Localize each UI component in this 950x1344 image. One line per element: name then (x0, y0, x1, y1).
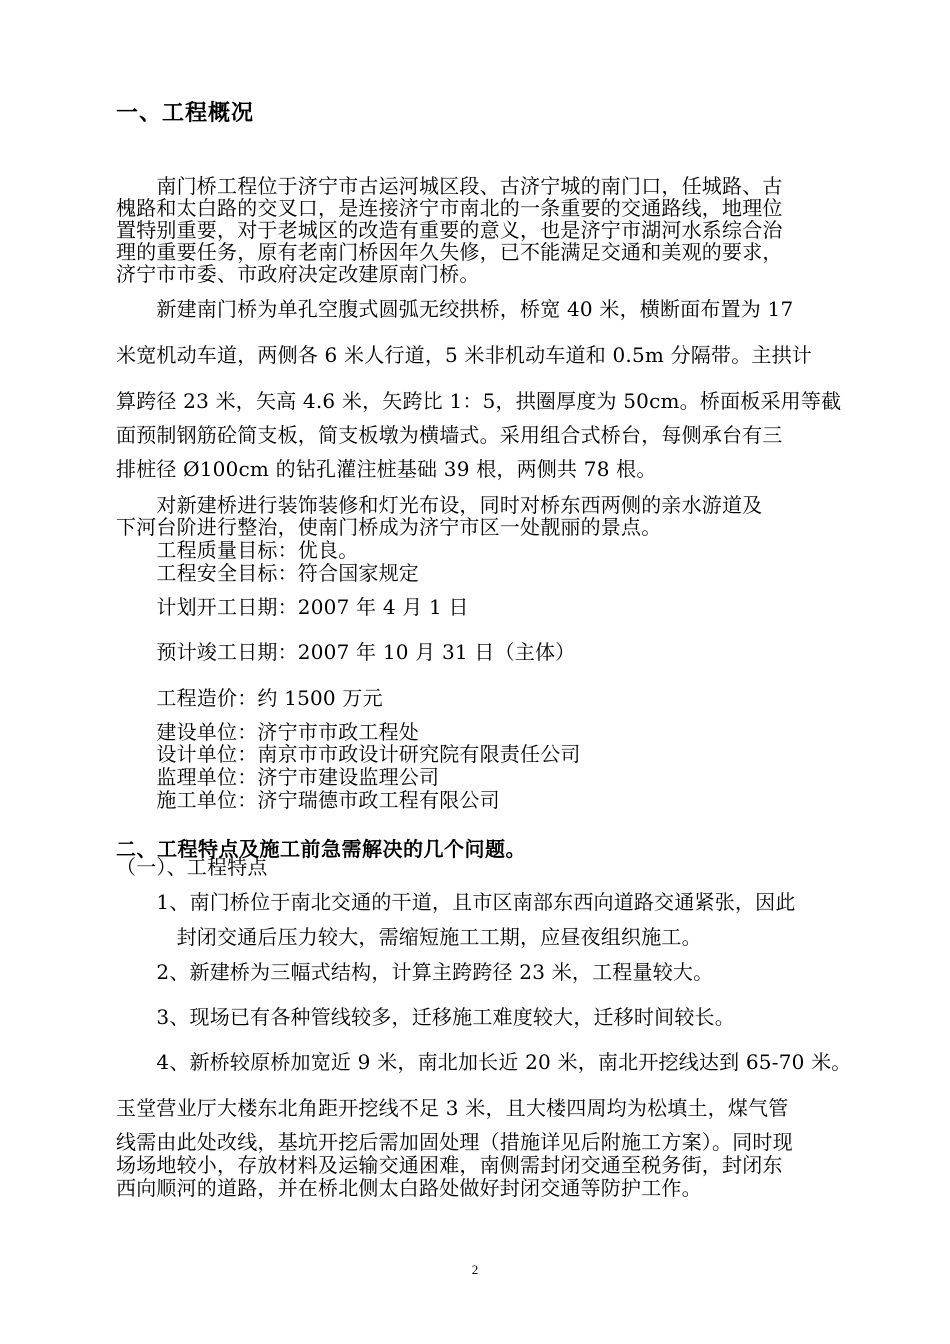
construction-unit: 建设单位：济宁市市政工程处 (116, 720, 419, 744)
safety-target: 工程安全目标：符合国家规定 (116, 561, 419, 585)
paragraph-line: 对新建桥进行装饰装修和灯光布设，同时对桥东西两侧的亲水游道及 (116, 493, 763, 517)
feature-line: 封闭交通后压力较大，需缩短施工工期，应昼夜组织施工。 (116, 925, 702, 949)
paragraph-line: 下河台阶进行整治，使南门桥成为济宁市区一处靓丽的景点。 (116, 515, 662, 539)
feature-line: 2、新建桥为三幅式结构，计算主跨跨径 23 米，工程量较大。 (116, 960, 714, 984)
feature-line: 3、现场已有各种管线较多，迁移施工难度较大，迁移时间较长。 (116, 1005, 735, 1029)
paragraph-line: 理的重要任务，原有老南门桥因年久失修，已不能满足交通和美观的要求， (116, 240, 783, 264)
section-heading-overview: 一、工程概况 (116, 101, 255, 126)
paragraph-line: 南门桥工程位于济宁市古运河城区段、古济宁城的南门口，任城路、古 (116, 174, 783, 198)
quality-target: 工程质量目标：优良。 (116, 538, 359, 562)
supervision-unit: 监理单位：济宁市建设监理公司 (116, 765, 440, 789)
planned-start-date: 计划开工日期：2007 年 4 月 1 日 (116, 595, 469, 619)
project-cost: 工程造价：约 1500 万元 (116, 686, 383, 710)
design-unit: 设计单位：南京市市政设计研究院有限责任公司 (116, 742, 581, 766)
paragraph-line: 置特别重要，对于老城区的改造有重要的意义，也是济宁市湖河水系综合治 (116, 218, 783, 242)
section-heading-features: 二、工程特点及施工前急需解决的几个问题。 (116, 837, 526, 861)
feature-line: 1、南门桥位于南北交通的干道，且市区南部东西向道路交通紧张，因此 (116, 890, 796, 914)
paragraph-line: 排桩径 Ø100cm 的钻孔灌注桩基础 39 根，两侧共 78 根。 (116, 457, 657, 481)
paragraph-line: 面预制钢筋砼简支板，简支板墩为横墙式。采用组合式桥台，每侧承台有三 (116, 423, 783, 447)
feature-line: 场场地较小，存放材料及运输交通困难，南侧需封闭交通至税务街，封闭东 (116, 1153, 783, 1177)
page-number: 2 (471, 1262, 479, 1277)
paragraph-line: 济宁市市委、市政府决定改建原南门桥。 (116, 262, 480, 286)
planned-finish-date: 预计竣工日期：2007 年 10 月 31 日（主体） (116, 640, 576, 664)
paragraph-line: 算跨径 23 米，矢高 4.6 米，矢跨比 1：5，拱圈厚度为 50cm。桥面板采用等截 (116, 389, 842, 413)
paragraph-line: 米宽机动车道，两侧各 6 米人行道，5 米非机动车道和 0.5m 分隔带。主拱计 (116, 343, 813, 367)
paragraph-line: 新建南门桥为单孔空腹式圆弧无绞拱桥，桥宽 40 米，横断面布置为 17 (116, 297, 794, 321)
feature-line: 玉堂营业厅大楼东北角距开挖线不足 3 米，且大楼四周均为松填土，煤气管 (116, 1096, 789, 1120)
feature-line: 西向顺河的道路，并在桥北侧太白路处做好封闭交通等防护工作。 (116, 1176, 702, 1200)
contractor-unit: 施工单位：济宁瑞德市政工程有限公司 (116, 788, 500, 812)
feature-line: 线需由此处改线，基坑开挖后需加固处理（措施详见后附施工方案）。同时现 (116, 1130, 793, 1154)
subsection-heading: （一）、工程特点 (116, 855, 268, 879)
feature-line: 4、新桥较原桥加宽近 9 米，南北加长近 20 米，南北开挖线达到 65-70 米。 (116, 1050, 852, 1074)
paragraph-line: 槐路和太白路的交叉口，是连接济宁市南北的一条重要的交通路线，地理位 (116, 196, 783, 220)
